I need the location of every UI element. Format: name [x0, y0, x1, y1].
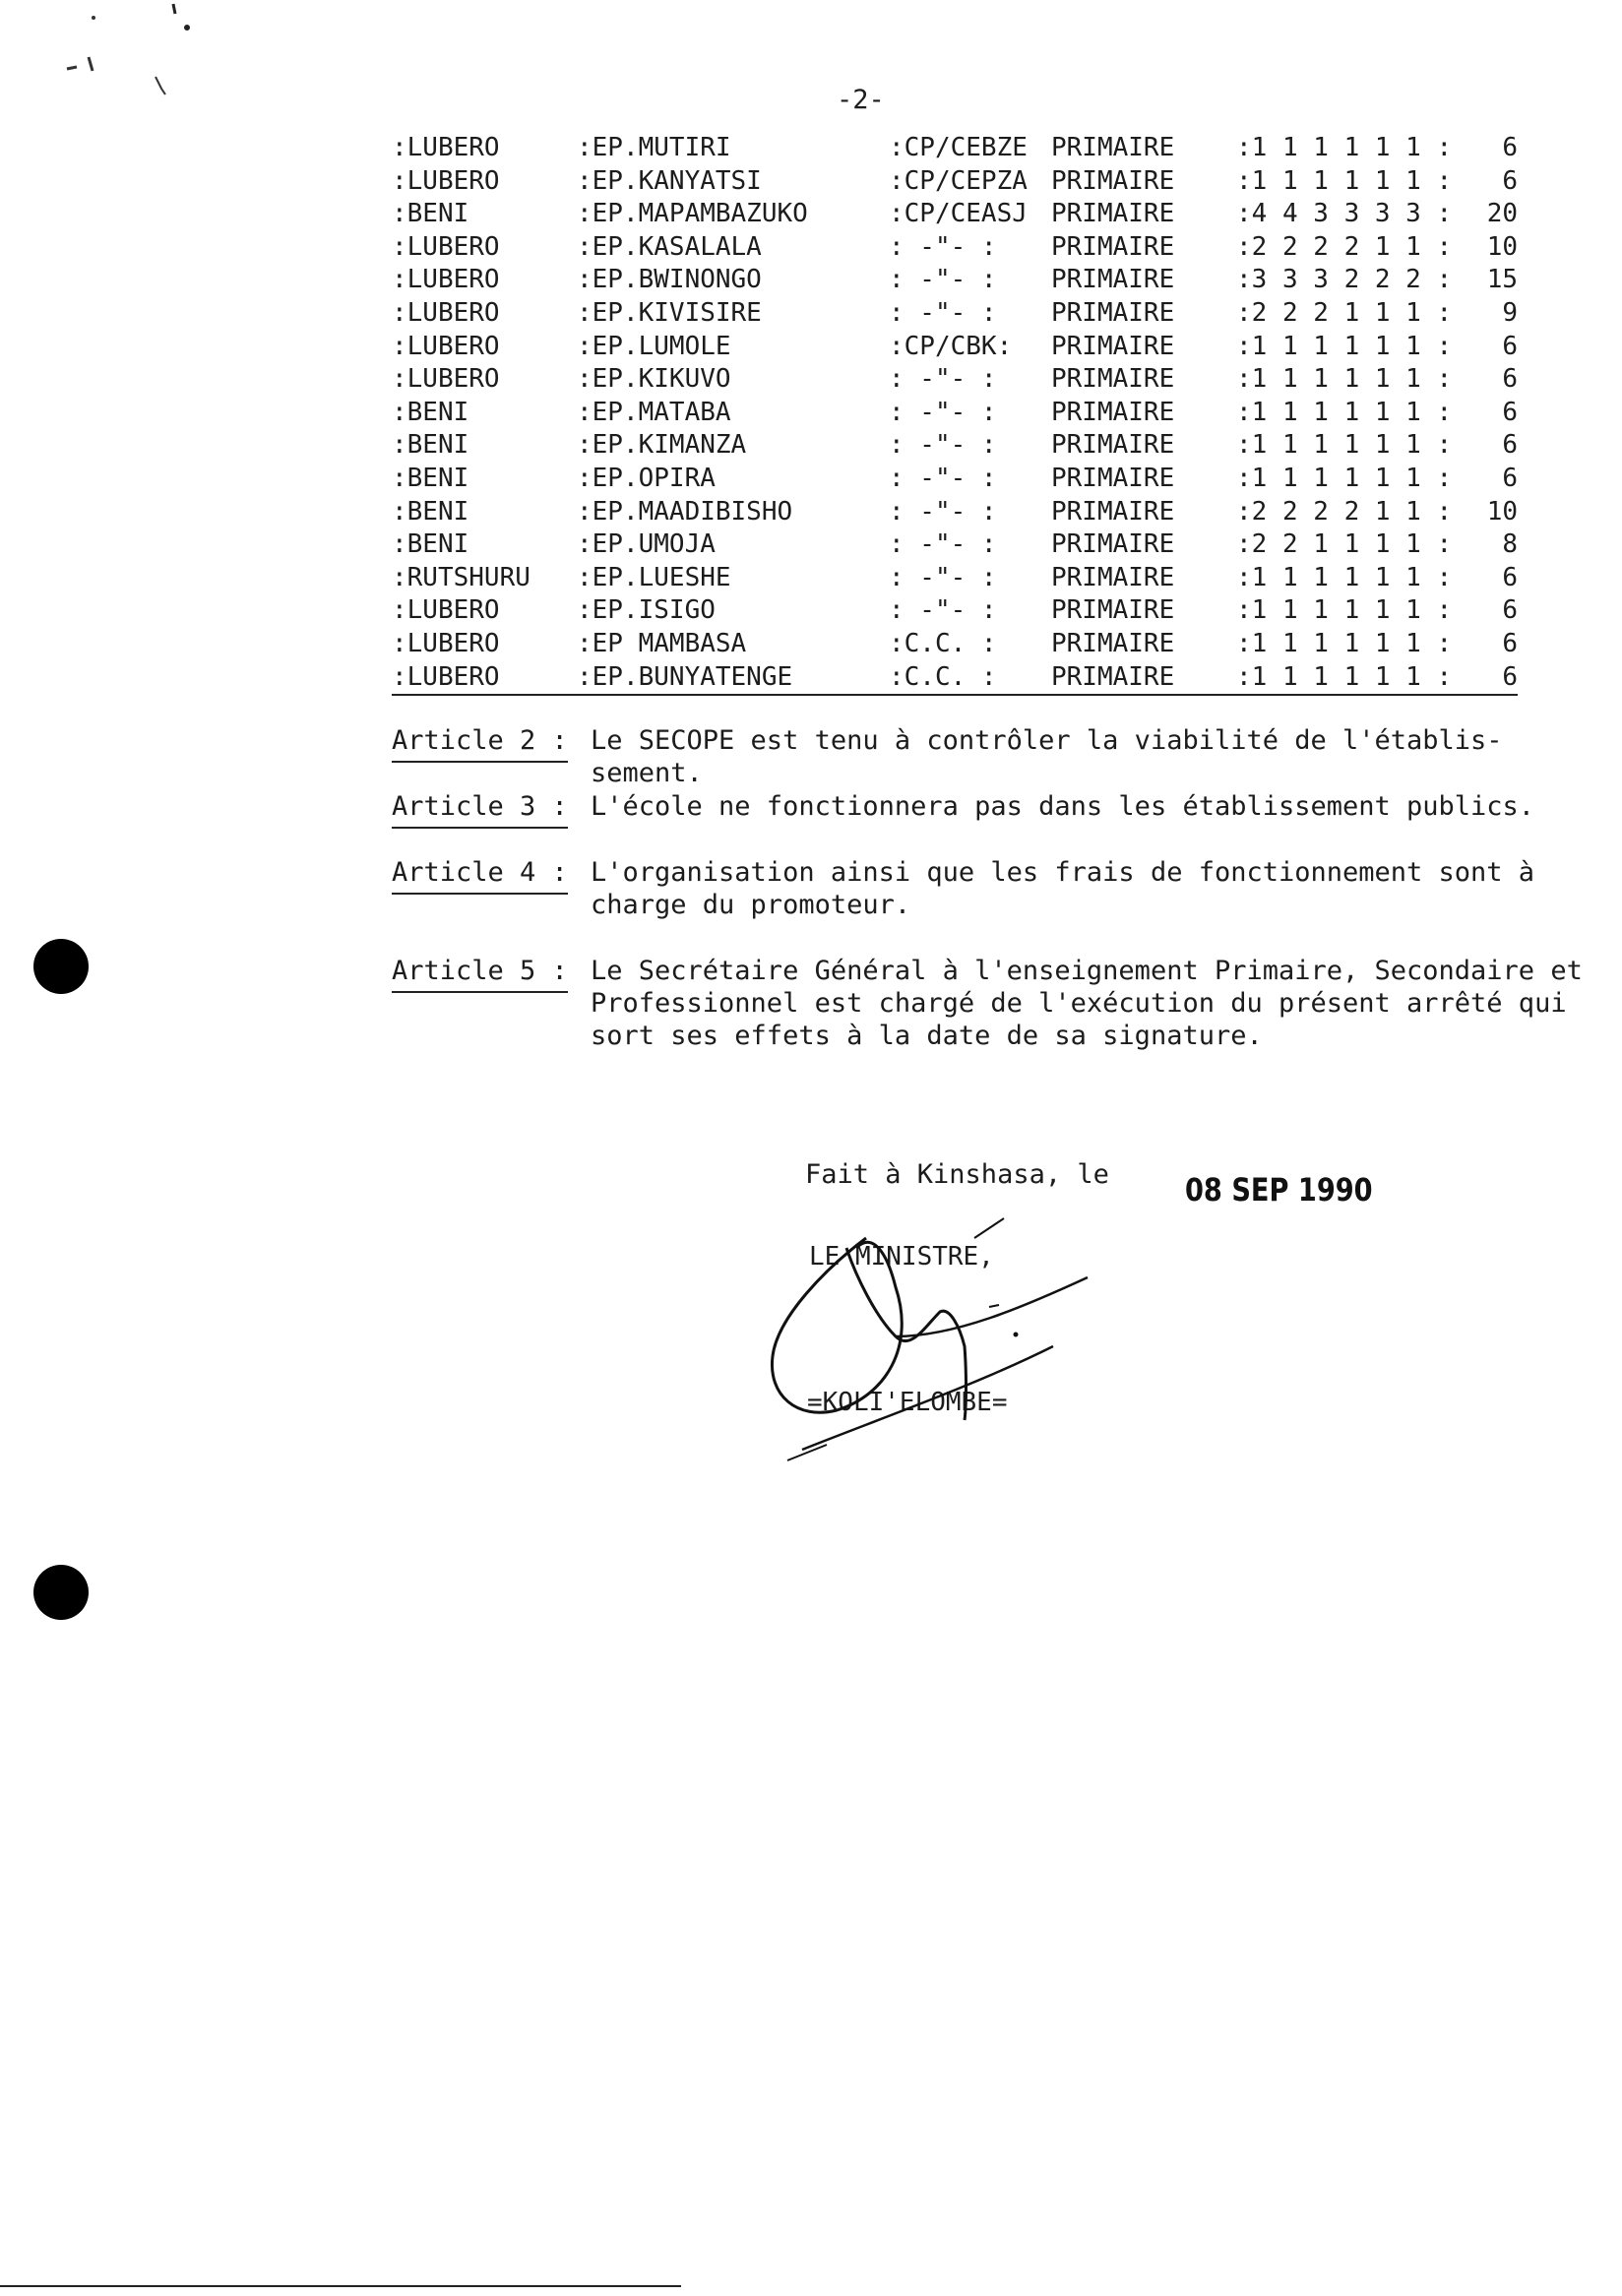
school-cell: :EP.MUTIRI	[577, 133, 731, 162]
type-cell: : -"- :	[889, 595, 997, 626]
territory-cell: :LUBERO	[392, 297, 500, 328]
total-cell: 6	[1502, 331, 1518, 361]
school-cell: :EP.KIMANZA	[577, 430, 747, 461]
type-cell: :C.C. :	[889, 661, 997, 692]
classes-cell: :4 4 3 3 3 3 :	[1236, 199, 1453, 229]
classes-cell: :1 1 1 1 1 1 :	[1236, 331, 1453, 361]
minister-title: LE MINISTRE,	[809, 1242, 994, 1272]
level-cell: PRIMAIRE	[1051, 265, 1175, 295]
school-cell: :EP.MAPAMBAZUKO	[577, 199, 808, 229]
date-stamp: 08 SEP 1990	[1185, 1171, 1373, 1209]
table-row	[392, 132, 1518, 165]
school-cell: :EP.LUESHE	[577, 562, 731, 592]
school-cell: :EP.ISIGO	[577, 595, 716, 626]
school-cell: :EP.BWINONGO	[577, 265, 762, 295]
type-cell: : -"- :	[889, 529, 997, 560]
total-cell: 6	[1502, 430, 1518, 461]
classes-cell: :2 2 2 1 1 1 :	[1236, 297, 1453, 328]
place-line: Fait à Kinshasa, le	[805, 1159, 1109, 1190]
total-cell: 6	[1502, 562, 1518, 592]
table-row	[392, 297, 1518, 331]
level-cell: PRIMAIRE	[1051, 297, 1175, 328]
level-cell: PRIMAIRE	[1051, 133, 1175, 162]
article-5	[392, 955, 1602, 1057]
article-text: Le Secrétaire Général à l'enseignement Primaire, Secondaire et Professionnel est chargé de l'exécution du présent arrêté qui sort ses effets à la date de sa signature.	[591, 956, 1583, 1051]
article-label: Article 3 :	[392, 791, 568, 822]
table-row	[392, 331, 1518, 364]
article-2	[392, 724, 1602, 793]
type-cell: :CP/CEBZE	[889, 133, 1028, 162]
level-cell: PRIMAIRE	[1051, 331, 1175, 361]
classes-cell: :1 1 1 1 1 1 :	[1236, 595, 1453, 626]
total-cell: 6	[1502, 133, 1518, 162]
type-cell: : -"- :	[889, 430, 997, 461]
article-3	[392, 790, 1602, 826]
table-row	[392, 231, 1518, 265]
classes-cell: :1 1 1 1 1 1 :	[1236, 165, 1453, 196]
total-cell: 10	[1486, 231, 1518, 262]
total-cell: 6	[1502, 595, 1518, 626]
classes-cell: :1 1 1 1 1 1 :	[1236, 628, 1453, 658]
article-label: Article 5 :	[392, 956, 568, 986]
level-cell: PRIMAIRE	[1051, 165, 1175, 196]
territory-cell: :LUBERO	[392, 133, 500, 162]
territory-cell: :LUBERO	[392, 364, 500, 395]
type-cell: :CP/CBK:	[889, 331, 1013, 361]
type-cell: : -"- :	[889, 231, 997, 262]
table-row	[392, 661, 1518, 695]
classes-cell: :1 1 1 1 1 1 :	[1236, 364, 1453, 395]
territory-cell: :BENI	[392, 463, 469, 493]
school-cell: :EP.KANYATSI	[577, 165, 762, 196]
classes-cell: :1 1 1 1 1 1 :	[1236, 430, 1453, 461]
territory-cell: :RUTSHURU	[392, 562, 530, 592]
school-cell: :EP.LUMOLE	[577, 331, 731, 361]
total-cell: 6	[1502, 165, 1518, 196]
classes-cell: :2 2 1 1 1 1 :	[1236, 529, 1453, 560]
total-cell: 8	[1502, 529, 1518, 560]
territory-cell: :LUBERO	[392, 231, 500, 262]
school-cell: :EP.UMOJA	[577, 529, 716, 560]
level-cell: PRIMAIRE	[1051, 595, 1175, 626]
type-cell: : -"- :	[889, 397, 997, 427]
territory-cell: :LUBERO	[392, 661, 500, 692]
school-cell: :EP.KASALALA	[577, 231, 762, 262]
minister-name: =KOLI'ELOMBE=	[807, 1388, 1008, 1417]
total-cell: 10	[1486, 496, 1518, 527]
total-cell: 20	[1486, 199, 1518, 229]
classes-cell: :1 1 1 1 1 1 :	[1236, 133, 1453, 162]
classes-cell: :1 1 1 1 1 1 :	[1236, 463, 1453, 493]
total-cell: 9	[1502, 297, 1518, 328]
total-cell: 6	[1502, 661, 1518, 692]
level-cell: PRIMAIRE	[1051, 661, 1175, 692]
total-cell: 6	[1502, 463, 1518, 493]
table-row	[392, 165, 1518, 199]
type-cell: : -"- :	[889, 562, 997, 592]
territory-cell: :BENI	[392, 199, 469, 229]
schools-table	[392, 132, 1518, 694]
school-cell: :EP.KIKUVO	[577, 364, 731, 395]
table-row	[392, 562, 1518, 595]
territory-cell: :BENI	[392, 397, 469, 427]
article-label: Article 2 :	[392, 725, 568, 756]
classes-cell: :1 1 1 1 1 1 :	[1236, 661, 1453, 692]
table-row	[392, 363, 1518, 397]
type-cell: :CP/CEASJ	[889, 199, 1028, 229]
table-row	[392, 397, 1518, 430]
school-cell: :EP.KIVISIRE	[577, 297, 762, 328]
table-row	[392, 198, 1518, 231]
level-cell: PRIMAIRE	[1051, 496, 1175, 527]
table-row	[392, 463, 1518, 496]
table-row	[392, 429, 1518, 463]
level-cell: PRIMAIRE	[1051, 463, 1175, 493]
type-cell: : -"- :	[889, 496, 997, 527]
page-number: -2-	[837, 85, 885, 115]
article-text: L'école ne fonctionnera pas dans les établissement publics.	[591, 791, 1535, 822]
table-row	[392, 496, 1518, 529]
territory-cell: :LUBERO	[392, 331, 500, 361]
total-cell: 6	[1502, 364, 1518, 395]
level-cell: PRIMAIRE	[1051, 529, 1175, 560]
article-text: Le SECOPE est tenu à contrôler la viabilité de l'établis- sement.	[591, 725, 1503, 788]
table-row	[392, 264, 1518, 297]
territory-cell: :LUBERO	[392, 165, 500, 196]
handwritten-signature	[758, 1209, 1102, 1474]
territory-cell: :LUBERO	[392, 595, 500, 626]
level-cell: PRIMAIRE	[1051, 199, 1175, 229]
type-cell: : -"- :	[889, 297, 997, 328]
territory-cell: :LUBERO	[392, 628, 500, 658]
territory-cell: :LUBERO	[392, 265, 500, 295]
table-bottom-rule	[392, 694, 1518, 696]
article-text: L'organisation ainsi que les frais de fonctionnement sont à charge du promoteur.	[591, 857, 1535, 920]
punch-hole	[33, 1565, 89, 1620]
total-cell: 6	[1502, 397, 1518, 427]
classes-cell: :1 1 1 1 1 1 :	[1236, 397, 1453, 427]
classes-cell: :2 2 2 2 1 1 :	[1236, 231, 1453, 262]
territory-cell: :BENI	[392, 496, 469, 527]
bottom-edge-line	[0, 2285, 681, 2287]
type-cell: : -"- :	[889, 463, 997, 493]
table-row	[392, 528, 1518, 562]
territory-cell: :BENI	[392, 529, 469, 560]
level-cell: PRIMAIRE	[1051, 430, 1175, 461]
type-cell: : -"- :	[889, 364, 997, 395]
school-cell: :EP MAMBASA	[577, 628, 747, 658]
type-cell: : -"- :	[889, 265, 997, 295]
scan-specks	[0, 0, 256, 118]
article-label: Article 4 :	[392, 857, 568, 888]
article-4	[392, 856, 1602, 925]
level-cell: PRIMAIRE	[1051, 397, 1175, 427]
school-cell: :EP.BUNYATENGE	[577, 661, 793, 692]
punch-hole	[33, 939, 89, 994]
school-cell: :EP.MAADIBISHO	[577, 496, 793, 527]
type-cell: :CP/CEPZA	[889, 165, 1028, 196]
total-cell: 6	[1502, 628, 1518, 658]
total-cell: 15	[1486, 265, 1518, 295]
classes-cell: :2 2 2 2 1 1 :	[1236, 496, 1453, 527]
table-row	[392, 628, 1518, 661]
classes-cell: :1 1 1 1 1 1 :	[1236, 562, 1453, 592]
level-cell: PRIMAIRE	[1051, 628, 1175, 658]
territory-cell: :BENI	[392, 430, 469, 461]
type-cell: :C.C. :	[889, 628, 997, 658]
level-cell: PRIMAIRE	[1051, 562, 1175, 592]
school-cell: :EP.MATABA	[577, 397, 731, 427]
level-cell: PRIMAIRE	[1051, 364, 1175, 395]
level-cell: PRIMAIRE	[1051, 231, 1175, 262]
school-cell: :EP.OPIRA	[577, 463, 716, 493]
table-row	[392, 594, 1518, 628]
classes-cell: :3 3 3 2 2 2 :	[1236, 265, 1453, 295]
